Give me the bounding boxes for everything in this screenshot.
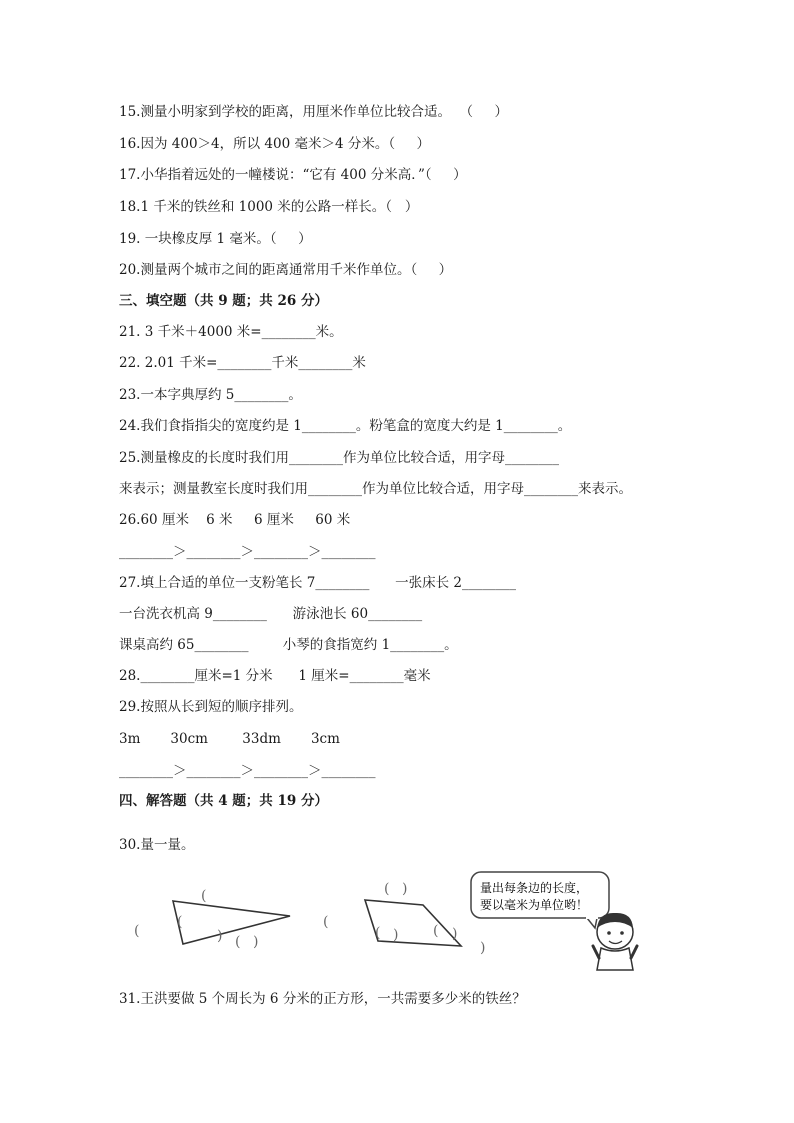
svg-text:(: (	[177, 914, 183, 930]
question-23: 23.一本字典厚约 5________。	[119, 387, 302, 403]
question-29: 29.按照从长到短的顺序排列。	[119, 699, 303, 715]
trapezoid-shape	[323, 881, 485, 956]
svg-text:(: (	[323, 914, 329, 930]
question-16: 16.因为 400＞4，所以 400 毫米＞4 分米。（ ）	[119, 136, 431, 152]
question-20: 20.测量两个城市之间的距离通常用千米作单位。（ ）	[119, 262, 453, 278]
speech-bubble	[471, 872, 609, 928]
question-27-line1: 27.填上合适的单位一支粉笔长 7________ 一张床长 2________	[119, 575, 516, 591]
svg-text:): )	[402, 881, 408, 897]
measurement-figure	[125, 862, 655, 974]
question-15: 15.测量小明家到学校的距离，用厘米作单位比较合适。 （ ）	[119, 104, 509, 120]
question-26: 26.60 厘米 6 米 6 厘米 60 米	[119, 512, 351, 528]
svg-text:(: (	[375, 925, 381, 941]
question-29-items: 3m 30cm 33dm 3cm	[119, 731, 340, 747]
question-25-line1: 25.测量橡皮的长度时我们用________作为单位比较合适，用字母________	[119, 450, 559, 466]
section-4-heading: 四、解答题（共 4 题；共 19 分）	[119, 793, 328, 809]
svg-text:(: (	[433, 923, 439, 939]
question-27-line3: 课桌高约 65________ 小琴的食指宽约 1________。	[119, 637, 458, 653]
question-31: 31.王洪要做 5 个周长为 6 分米的正方形，一共需要多少米的铁丝？	[119, 991, 526, 1007]
question-24: 24.我们食指指尖的宽度约是 1________。粉笔盒的宽度大约是 1________。	[119, 418, 572, 434]
cartoon-boy-icon	[593, 913, 637, 970]
question-18: 18.1 千米的铁丝和 1000 米的公路一样长。（ ）	[119, 199, 419, 215]
svg-text:): )	[393, 927, 399, 943]
question-28: 28.________厘米=1 分米 1 厘米=________毫米	[119, 668, 431, 684]
question-17: 17.小华指着远处的一幢楼说：“它有 400 分米高．”（ ）	[119, 167, 467, 183]
svg-text:): )	[480, 940, 486, 956]
question-21: 21. 3 千米＋4000 米=________米。	[119, 324, 343, 340]
bubble-line-1: 量出每条边的长度，	[480, 881, 589, 895]
bubble-line-2: 要以毫米为单位哟！	[480, 898, 589, 912]
svg-text:): )	[217, 928, 223, 944]
triangle-shape	[134, 888, 290, 950]
question-26-order: ________＞________＞________＞________	[119, 544, 376, 560]
svg-text:): )	[253, 934, 259, 950]
question-29-order: ________＞________＞________＞________	[119, 763, 376, 779]
question-19: 19. 一块橡皮厚 1 毫米。（ ）	[119, 231, 312, 247]
question-25-line2: 来表示；测量教室长度时我们用________作为单位比较合适，用字母________来表示。	[119, 481, 632, 497]
svg-text:): )	[452, 926, 458, 942]
svg-text:(: (	[201, 888, 207, 904]
svg-text:(: (	[384, 881, 390, 897]
question-27-line2: 一台洗衣机高 9________ 游泳池长 60________	[119, 606, 423, 622]
question-22: 22. 2.01 千米=________千米________米	[119, 355, 366, 371]
svg-text:(: (	[134, 923, 140, 939]
question-30: 30.量一量。	[119, 837, 195, 853]
section-3-heading: 三、填空题（共 9 题；共 26 分）	[119, 293, 328, 309]
svg-text:(: (	[235, 934, 241, 950]
